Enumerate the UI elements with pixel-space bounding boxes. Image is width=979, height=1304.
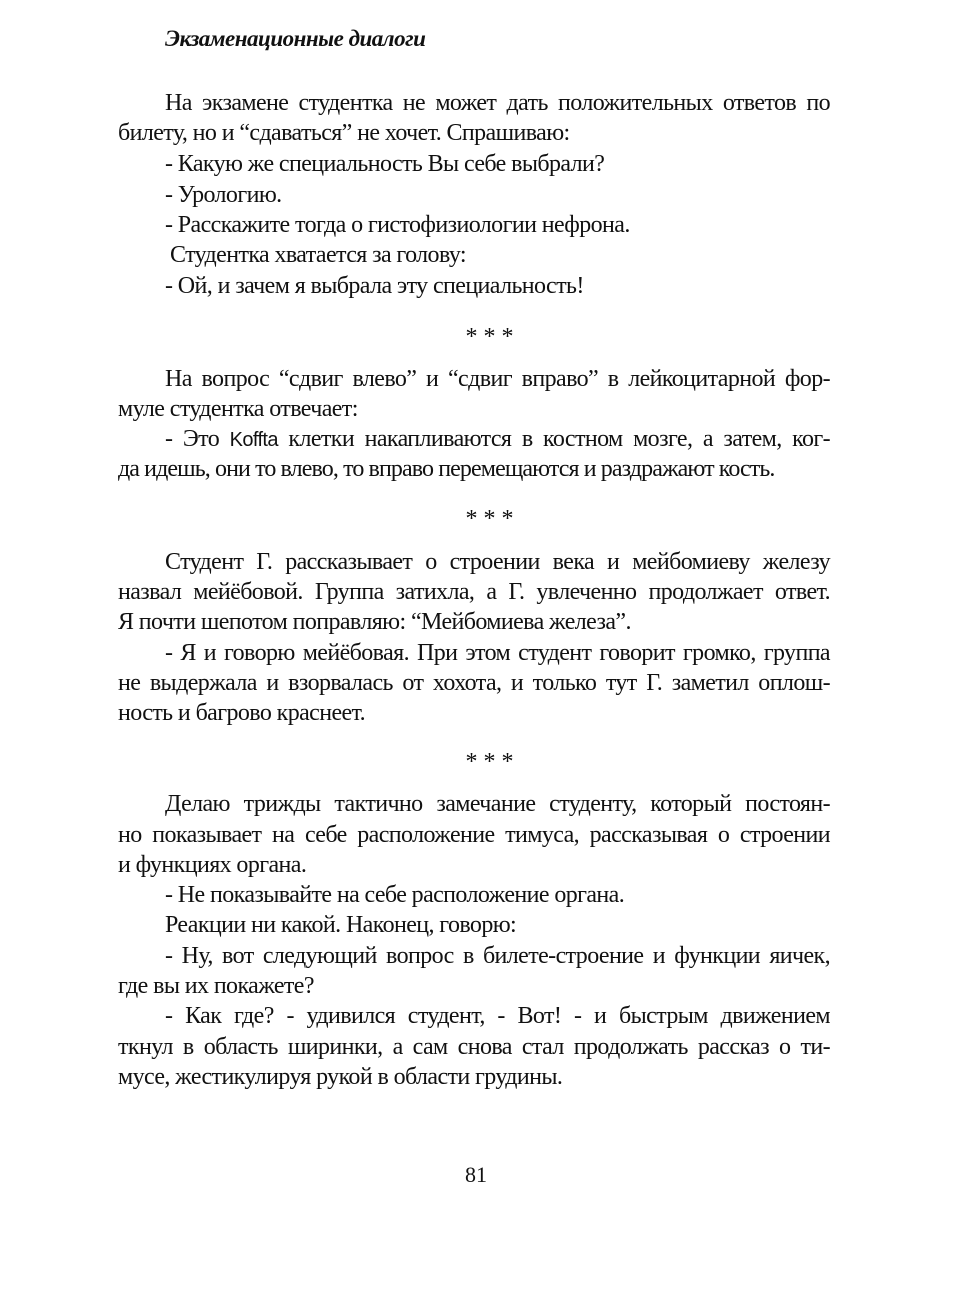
section-separator: * * * <box>465 749 514 775</box>
paragraph-line: На экзамене студентка не может дать положительных ответов по <box>165 90 830 116</box>
dialogue-line: - Не показывайте на себе расположение органа. <box>165 882 625 908</box>
dialogue-line: - Ну, вот следующий вопрос в билете-строение и функции яичек, <box>165 943 830 969</box>
paragraph-line: Студент Г. рассказывает о строении века и мейбомиеву железу <box>165 549 830 575</box>
dialogue-line: - Расскажите тогда о гистофизиологии нефрона. <box>165 212 630 238</box>
paragraph-line: ность и багрово краснеет. <box>118 700 366 726</box>
dialogue-line <box>165 424 830 455</box>
koffta-word: Koffta <box>229 429 278 451</box>
dialogue-line: - Урологию. <box>165 182 282 208</box>
paragraph-line: мусе, жестикулируя рукой в области грудины. <box>118 1064 563 1090</box>
section-separator: * * * <box>465 324 514 350</box>
dialogue-line: - Я и говорю мейёбовая. При этом студент говорит громко, группа <box>165 640 830 666</box>
page-number: 81 <box>465 1162 487 1187</box>
paragraph-line: но показывает на себе расположение тимуса, рассказывая о строении <box>118 822 830 848</box>
paragraph-line: муле студентка отвечает: <box>118 396 358 422</box>
paragraph-line: На вопрос “сдвиг влево” и “сдвиг вправо” в лейкоцитарной фор- <box>165 366 830 392</box>
dialogue-line: - Как где? - удивился студент, - Вот! - и быстрым движением <box>165 1003 830 1029</box>
paragraph-line: Делаю трижды тактично замечание студенту, который постоян- <box>165 791 830 817</box>
paragraph-line: и функциях органа. <box>118 852 307 878</box>
paragraph-line: билету, но и “сдаваться” не хочет. Спрашиваю: <box>118 120 570 146</box>
dialogue-text: клетки накапливаются в костном мозге, а затем, ког- <box>288 426 830 452</box>
paragraph-line: Я почти шепотом поправляю: “Мейбомиева железа”. <box>118 609 631 635</box>
paragraph-line: да идешь, они то влево, то вправо перемещаются и раздражают кость. <box>118 456 775 482</box>
paragraph-line: не выдержала и взорвалась от хохота, и только тут Г. заметил оплош- <box>118 670 830 696</box>
paragraph-line: Реакции ни какой. Наконец, говорю: <box>165 912 517 938</box>
section-separator: * * * <box>465 506 514 532</box>
paragraph-line: где вы их покажете? <box>118 973 314 999</box>
paragraph-line: Студентка хватается за голову: <box>170 242 467 268</box>
paragraph-line: ткнул в область ширинки, а сам снова стал продолжать рассказ о ти- <box>118 1034 830 1060</box>
paragraph-line: назвал мейёбовой. Группа затихла, а Г. увлеченно продолжает ответ. <box>118 579 830 605</box>
dialogue-text: - Это <box>165 426 220 452</box>
section-title: Экзаменационные диалоги <box>165 26 426 51</box>
dialogue-line: - Ой, и зачем я выбрала эту специальность! <box>165 273 584 299</box>
dialogue-line: - Какую же специальность Вы себе выбрали? <box>165 151 605 177</box>
